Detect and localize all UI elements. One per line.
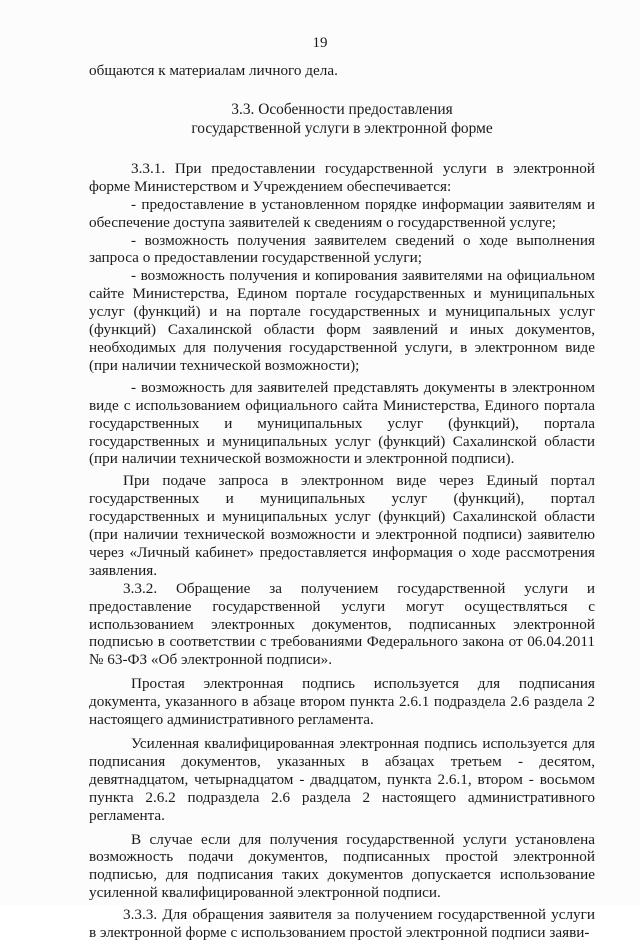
bullet-forms-download: - возможность получения и копирования заявителями на официальном сайте Министерства, Едином портале государственных и муниципальных услуг (функций) и на портале государственных и муниципальных услуг (функций) Сахалинской области форм заявлений и иных документов, необходимых для получения государственной услуги, в электронном виде (при наличии технической возможности); xyxy=(89,267,595,374)
paragraph-personal-cabinet: При подаче запроса в электронном виде через Единый портал государственных и муниципальных услуг (функций), портал государственных и муниципальных услуг (функций) Сахалинской области (при наличии технической возможности и электронной подписи) заявителю через «Личный кабинет» предоставляется информация о ходе рассмотрения заявления. xyxy=(89,472,595,579)
section-heading xyxy=(89,100,595,138)
paragraph-simple-signature: Простая электронная подпись используется для подписания документа, указанного в абзаце втором пункта 2.6.1 подраздела 2.6 раздела 2 настоящего административного регламента. xyxy=(89,675,595,729)
section-title-line2: государственной услуги в электронной форме xyxy=(191,119,493,137)
page-number: 19 xyxy=(312,35,328,51)
paragraph-qualified-signature: Усиленная квалифицированная электронная подпись используется для подписания документов, указанных в абзацах третьем - десятом, девятнадцатом, четырнадцатом - двадцатом, пункта 2.6.1, втором - восьмом пункта 2.6.2 подраздела 2.6 раздела 2 настоящего административного регламента. xyxy=(89,735,595,824)
bullet-info-access: - предоставление в установленном порядке информации заявителям и обеспечение доступа заявителей к сведениям о государственной услуге; xyxy=(89,195,595,231)
paragraph-signature-case: В случае если для получения государственной услуги установлена возможность подачи документов, подписанных простой электронной подписью, для подписания таких документов допускается использование усиленной квалифицированной электронной подписи. xyxy=(89,830,595,902)
paragraph-3-3-1: 3.3.1. При предоставлении государственной услуги в электронной форме Министерством и Учреждением обеспечивается: xyxy=(89,159,595,195)
section-title-line1: 3.3. Особенности предоставления xyxy=(231,100,453,118)
paragraph-3-3-2: 3.3.2. Обращение за получением государственной услуги и предоставление государственной услуги могут осуществляться с использованием электронных документов, подписанных электронной подписью в соответствии с требованиями Федерального закона от 06.04.2011 № 63-ФЗ «Об электронной подписи». xyxy=(89,579,595,669)
paragraph-3-3-3: 3.3.3. Для обращения заявителя за получением государственной услуги в электронной форме с использованием простой электронной подписи заяви- xyxy=(89,906,595,942)
bullet-request-status: - возможность получения заявителем сведений о ходе выполнения запроса о предоставлении государственной услуги; xyxy=(89,231,595,267)
document-body xyxy=(89,62,595,942)
bullet-submit-documents: - возможность для заявителей представлять документы в электронном виде с использованием официального сайта Министерства, Единого портала государственных и муниципальных услуг (функций), портала государственных и муниципальных услуг (функций) Сахалинской области (при наличии технической возможности и электронной подписи). xyxy=(89,378,595,468)
intro-line: общаются к материалам личного дела. xyxy=(89,62,338,79)
